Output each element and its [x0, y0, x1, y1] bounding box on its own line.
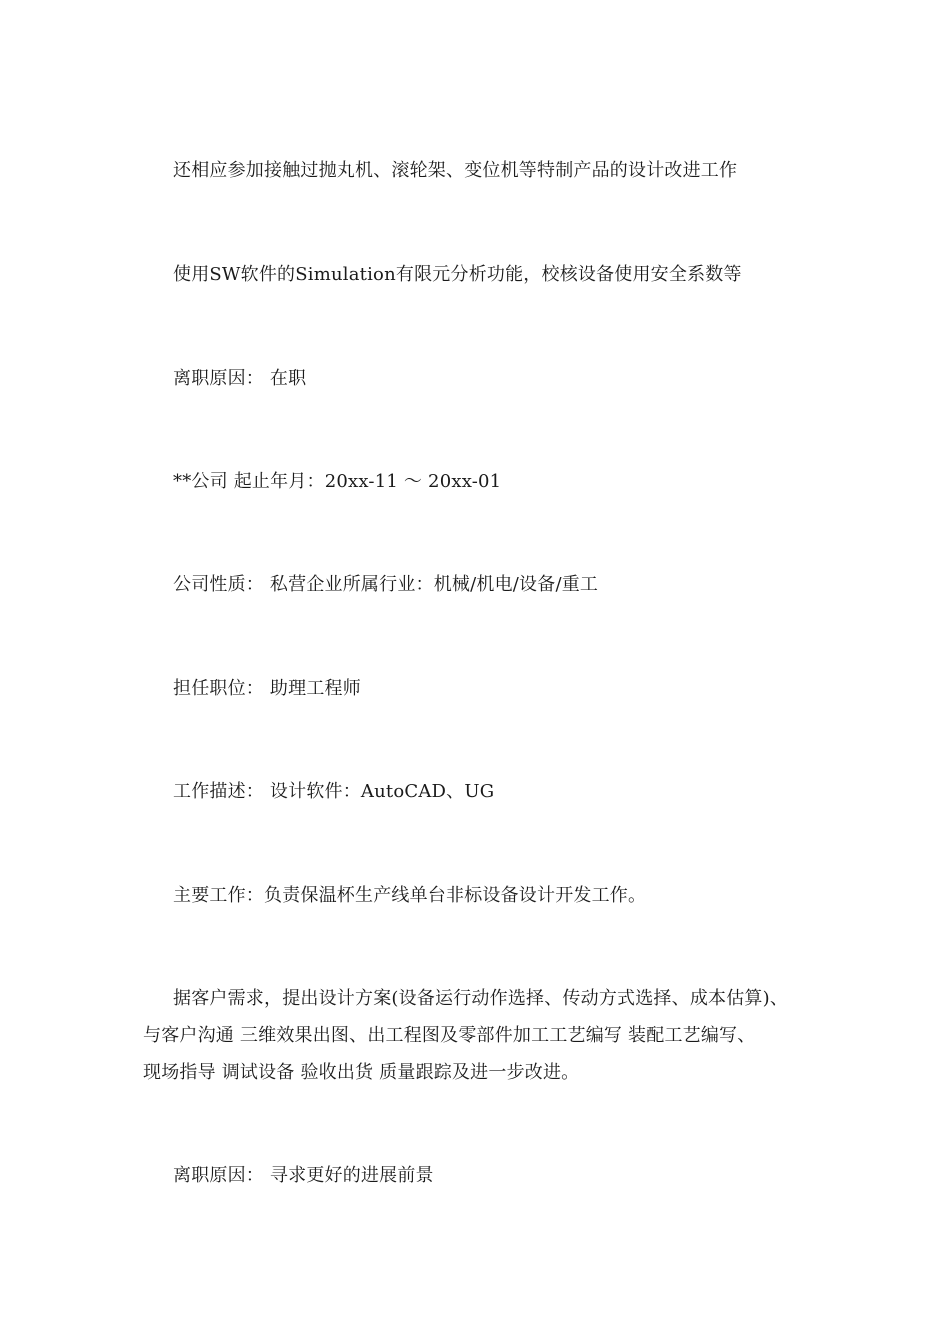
text-line-leave-reason-prospect: 离职原因： 寻求更好的进展前景 — [173, 1165, 434, 1186]
paragraph-line-1: 据客户需求，提出设计方案(设备运行动作选择、传动方式选择、成本估算)、 — [173, 988, 789, 1009]
text-line-leave-reason-current: 离职原因： 在职 — [173, 368, 307, 389]
paragraph-line-2: 与客户沟通 三维效果出图、出工程图及零部件加工工艺编写 装配工艺编写、 — [143, 1025, 756, 1046]
text-line-simulation: 使用SW软件的Simulation有限元分析功能，校核设备使用安全系数等 — [173, 264, 742, 285]
text-line-job-description: 工作描述： 设计软件：AutoCAD、UG — [173, 781, 495, 802]
text-line-position: 担任职位： 助理工程师 — [173, 678, 361, 699]
paragraph-line-3: 现场指导 调试设备 验收出货 质量跟踪及进一步改进。 — [143, 1062, 580, 1083]
text-line-company-nature: 公司性质： 私营企业所属行业：机械/机电/设备/重工 — [173, 574, 599, 595]
text-line-company-period: **公司 起止年月：20xx-11 ～ 20xx-01 — [173, 471, 502, 492]
text-paragraph-duties — [143, 980, 833, 1091]
text-line-main-work: 主要工作：负责保温杯生产线单台非标设备设计开发工作。 — [173, 885, 647, 906]
text-line-improvement-work: 还相应参加接触过抛丸机、滚轮架、变位机等特制产品的设计改进工作 — [173, 160, 738, 181]
